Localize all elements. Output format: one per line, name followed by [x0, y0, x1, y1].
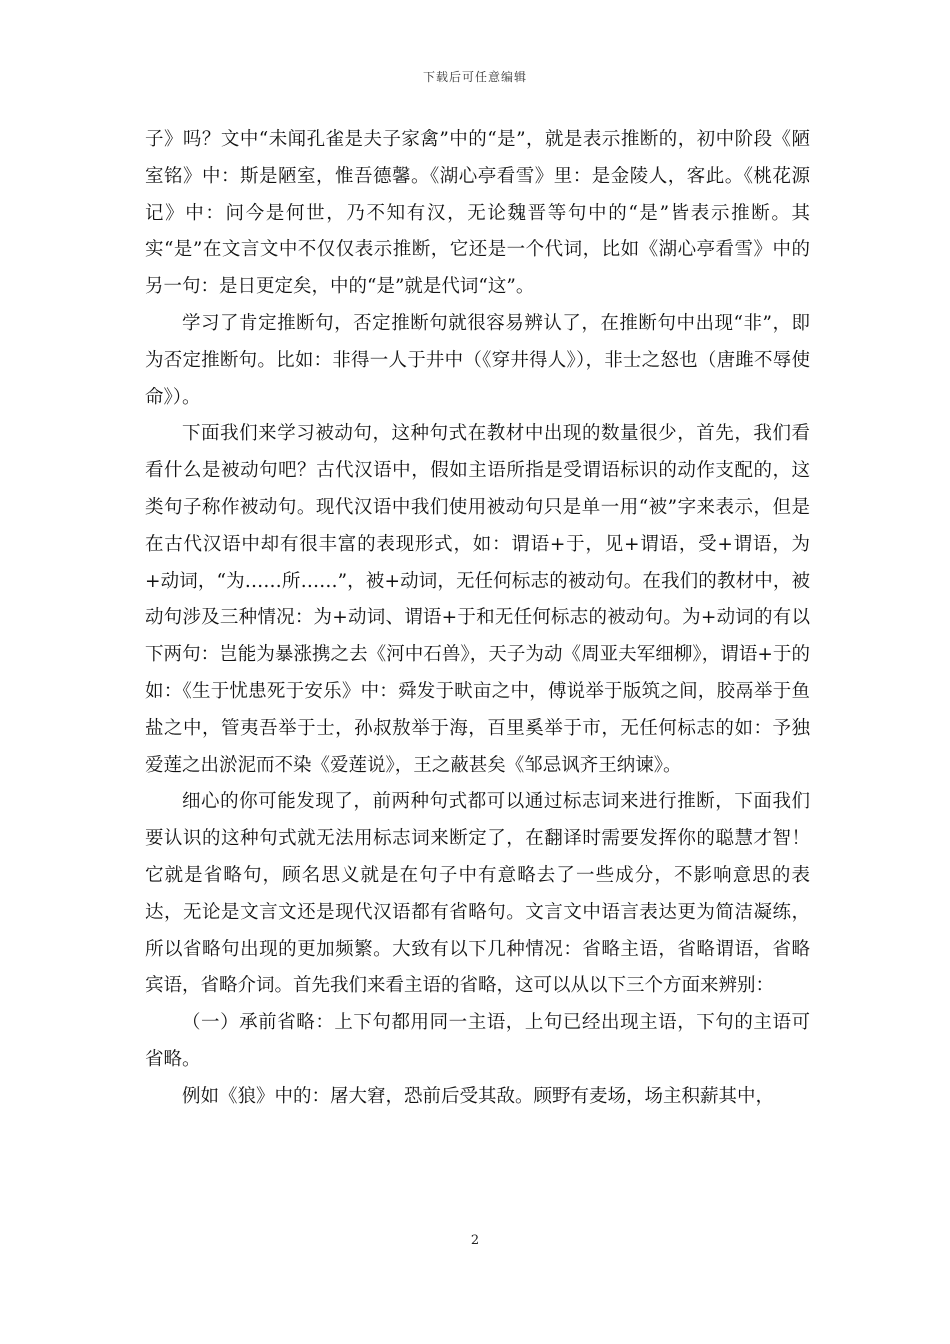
- paragraph: 学习了肯定推断句，否定推断句就很容易辨认了，在推断句中出现“非”，即为否定推断句。比如：非得一人于井中（《穿井得人》），非士之怒也（唐雎不辱使命》）。: [145, 312, 810, 408]
- paragraph: （一）承前省略：上下句都用同一主语，上句已经出现主语，下句的主语可省略。: [145, 1012, 810, 1070]
- paragraph: 子》吗？文中“未闻孔雀是夫子家禽”中的“是”，就是表示推断的，初中阶段《陋室铭》中：斯是陋室，惟吾德馨。《湖心亭看雪》里：是金陵人，客此。《桃花源记》中：问今是何世，乃不知有汉，无论魏晋等句中的“是”皆表示推断。其实“是”在文言文中不仅仅表示推断，它还是一个代词，比如《湖心亭看雪》中的另一句：是日更定矣，中的“是”就是代词“这”。: [145, 129, 810, 298]
- paragraph: 细心的你可能发现了，前两种句式都可以通过标志词来进行推断，下面我们要认识的这种句式就无法用标志词来断定了，在翻译时需要发挥你的聪慧才智！它就是省略句，顾名思义就是在句子中有意略去了一些成分，不影响意思的表达，无论是文言文还是现代汉语都有省略句。文言文中语言表达更为简洁凝练，所以省略句出现的更加频繁。大致有以下几种情况：省略主语，省略谓语，省略宾语，省略介词。首先我们来看主语的省略，这可以从以下三个方面来辨别：: [145, 791, 810, 997]
- paragraph: 例如《狼》中的：屠大窘，恐前后受其敌。顾野有麦场，场主积薪其中，: [182, 1085, 775, 1107]
- page-number: 2: [470, 1233, 480, 1248]
- paragraph: 下面我们来学习被动句，这种句式在教材中出现的数量很少，首先，我们看看什么是被动句吧？古代汉语中，假如主语所指是受谓语标识的动作支配的，这类句子称作被动句。现代汉语中我们使用被动句只是单一用“被”字来表示，但是在古代汉语中却有很丰富的表现形式，如：谓语+于，见+谓语，受+谓语，为+动词，“为……所……”，被+动词，无任何标志的被动句。在我们的教材中，被动句涉及三种情况：为+动词、谓语+于和无任何标志的被动句。为+动词的有以下两句：岂能为暴涨携之去《河中石兽》，天子为动《周亚夫军细柳》，谓语+于的如：《生于忧患死于安乐》中：舜发于畎亩之中，傅说举于版筑之间，胶鬲举于鱼盐之中，管夷吾举于士，孙叔敖举于海，百里奚举于市，无任何标志的如：予独爱莲之出淤泥而不染《爱莲说》，王之蔽甚矣《邹忌讽齐王纳谏》。: [145, 423, 810, 776]
- page-header: 下载后可任意编辑: [422, 70, 527, 84]
- document-body: [145, 122, 810, 1116]
